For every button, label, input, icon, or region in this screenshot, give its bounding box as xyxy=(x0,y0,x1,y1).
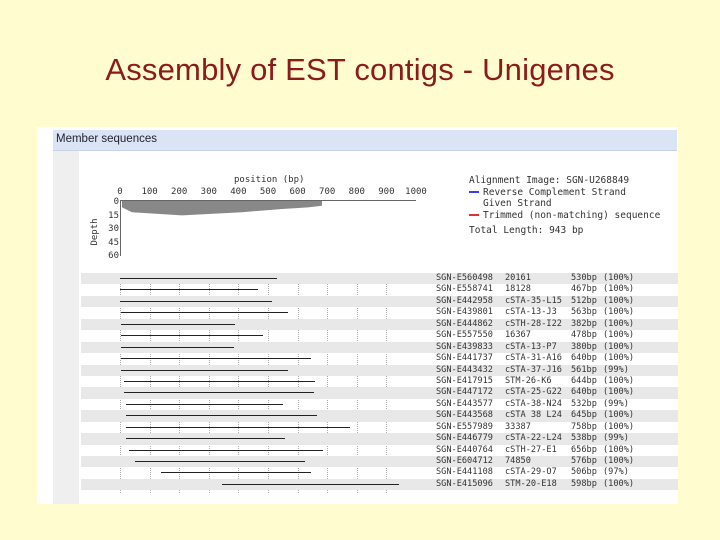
member-id[interactable]: SGN-E443577 xyxy=(436,398,493,409)
depth-tick-label: 30 xyxy=(108,224,119,234)
member-clone: cSTH-27-E1 xyxy=(505,444,557,455)
member-row[interactable] xyxy=(81,467,678,478)
alignment-bar xyxy=(124,392,313,393)
member-row[interactable] xyxy=(81,399,678,410)
member-clone: cSTA-31-A16 xyxy=(505,353,562,364)
member-row[interactable] xyxy=(81,456,678,467)
member-row[interactable] xyxy=(81,422,678,433)
alignment-bar xyxy=(129,450,323,451)
member-percent: (100%) xyxy=(603,478,635,489)
member-percent: (100%) xyxy=(603,295,635,306)
member-length: 382bp xyxy=(571,318,597,329)
member-percent: (99%) xyxy=(603,433,629,444)
alignment-bar xyxy=(121,324,234,325)
member-clone: 74850 xyxy=(505,456,531,466)
member-clone: cSTA 38 L24 xyxy=(505,410,562,421)
member-row[interactable] xyxy=(81,273,678,284)
member-percent: (100%) xyxy=(603,330,635,341)
member-clone: cSTA-13-J3 xyxy=(505,307,557,318)
x-tick-label: 100 xyxy=(141,187,158,197)
total-length: Total Length: 943 bp xyxy=(469,225,584,236)
alignment-legend xyxy=(469,175,660,237)
alignment-bar xyxy=(124,381,315,382)
member-clone: cSTA-29-O7 xyxy=(505,467,557,478)
member-percent: (97%) xyxy=(603,467,629,478)
member-clone: 16367 xyxy=(505,330,531,341)
depth-tick-label: 45 xyxy=(108,237,119,248)
member-id[interactable]: SGN-E443568 xyxy=(436,410,493,421)
member-clone: 20161 xyxy=(505,273,531,283)
member-row[interactable] xyxy=(81,387,678,398)
member-id[interactable]: SGN-E439801 xyxy=(436,307,493,318)
member-row[interactable] xyxy=(81,330,678,341)
legend-item-reverse xyxy=(469,187,660,199)
member-percent: (99%) xyxy=(603,398,629,409)
legend-item-given xyxy=(469,198,660,210)
member-length: 598bp xyxy=(571,478,597,489)
member-length: 478bp xyxy=(571,330,597,341)
member-percent: (100%) xyxy=(603,353,635,364)
legend-swatch-reverse xyxy=(469,191,479,193)
member-length: 644bp xyxy=(571,375,597,386)
x-tick-label: 300 xyxy=(200,187,217,197)
member-id[interactable]: SGN-E440764 xyxy=(436,444,493,455)
alignment-bar xyxy=(222,484,399,485)
x-axis-line xyxy=(120,200,416,201)
member-id[interactable]: SGN-E443432 xyxy=(436,364,493,375)
member-length: 380bp xyxy=(571,341,597,352)
alignment-bar xyxy=(126,404,283,405)
x-tick-label: 800 xyxy=(348,187,365,197)
x-tick-label: 1000 xyxy=(405,187,427,197)
member-id[interactable]: SGN-E441108 xyxy=(436,467,493,478)
x-tick-label: 600 xyxy=(289,187,306,197)
slide-title: Assembly of EST contigs - Unigenes xyxy=(105,52,615,87)
member-clone: cSTA-35-L15 xyxy=(505,295,562,306)
member-length: 640bp xyxy=(571,387,597,398)
member-percent: (100%) xyxy=(603,456,635,466)
member-length: 645bp xyxy=(571,410,597,421)
member-id[interactable]: SGN-E444862 xyxy=(436,318,493,329)
legend-swatch-trimmed xyxy=(469,214,479,216)
member-id[interactable]: SGN-E417915 xyxy=(436,375,493,386)
x-tick-label: 500 xyxy=(259,187,277,197)
member-percent: (100%) xyxy=(603,284,635,295)
member-clone: STM-26-K6 xyxy=(505,375,552,386)
member-length: 561bp xyxy=(571,364,597,375)
member-percent: (100%) xyxy=(603,444,635,455)
position-axis-label: position (bp) xyxy=(234,175,305,185)
member-length: 532bp xyxy=(571,398,597,409)
member-row[interactable] xyxy=(81,353,678,364)
alignment-image-label: Alignment Image: SGN-U268849 xyxy=(469,175,630,186)
member-length: 538bp xyxy=(571,433,597,444)
x-tick-label: 900 xyxy=(378,187,395,197)
x-tick-label: 0 xyxy=(117,187,123,197)
member-id[interactable]: SGN-E560498 xyxy=(436,273,493,283)
member-id[interactable]: SGN-E447172 xyxy=(436,387,493,398)
panel-header-label: Member sequences xyxy=(56,133,157,145)
x-tick-label: 700 xyxy=(319,187,336,197)
member-length: 656bp xyxy=(571,444,597,455)
depth-axis-label: Depth xyxy=(90,218,100,246)
depth-tick-label: 0 xyxy=(113,197,119,207)
member-rows xyxy=(81,273,678,490)
member-row[interactable] xyxy=(81,296,678,307)
x-tick-label: 400 xyxy=(230,187,247,197)
member-id[interactable]: SGN-E441737 xyxy=(436,353,493,364)
alignment-bar xyxy=(135,461,305,462)
member-clone: cSTH-28-I22 xyxy=(505,318,562,329)
member-length: 467bp xyxy=(571,284,597,295)
member-percent: (100%) xyxy=(603,273,635,283)
member-row[interactable] xyxy=(81,365,678,376)
member-percent: (100%) xyxy=(603,307,635,318)
member-row[interactable] xyxy=(81,307,678,318)
panel-left-margin xyxy=(53,151,79,504)
panel-header xyxy=(53,130,677,151)
alignment-bar xyxy=(120,301,272,302)
legend-label-reverse: Reverse Complement Strand xyxy=(483,186,626,198)
member-row[interactable] xyxy=(81,319,678,330)
member-percent: (100%) xyxy=(603,421,635,432)
depth-tick-label: 15 xyxy=(108,210,119,221)
legend-swatch-given xyxy=(469,203,479,205)
member-percent: (99%) xyxy=(603,364,629,375)
member-id[interactable]: SGN-E558741 xyxy=(436,284,493,295)
member-clone: 33387 xyxy=(505,421,531,432)
alignment-bar xyxy=(161,472,311,473)
alignment-bar xyxy=(120,278,277,279)
member-row[interactable] xyxy=(81,410,678,421)
member-row[interactable] xyxy=(81,479,678,490)
depth-tick-label: 60 xyxy=(108,251,119,261)
member-row[interactable] xyxy=(81,433,678,444)
member-percent: (100%) xyxy=(603,410,635,421)
member-id[interactable]: SGN-E557989 xyxy=(436,421,493,432)
x-tick-label: 200 xyxy=(171,187,188,197)
member-sequences-panel xyxy=(37,127,678,504)
alignment-bar xyxy=(126,415,317,416)
alignment-bar xyxy=(121,312,288,313)
member-percent: (100%) xyxy=(603,375,635,386)
legend-label-given: Given Strand xyxy=(483,198,552,209)
member-percent: (100%) xyxy=(603,341,635,352)
member-id[interactable]: SGN-E442958 xyxy=(436,295,493,306)
alignment-bar xyxy=(121,358,310,359)
member-id[interactable]: SGN-E446779 xyxy=(436,433,493,444)
member-length: 506bp xyxy=(571,467,597,478)
member-clone: cSTA-13-P7 xyxy=(505,341,557,352)
member-length: 530bp xyxy=(571,273,597,283)
alignment-bar xyxy=(121,347,233,348)
member-length: 576bp xyxy=(571,456,597,466)
member-length: 640bp xyxy=(571,353,597,364)
member-id[interactable]: SGN-E604712 xyxy=(436,456,493,466)
member-row[interactable] xyxy=(81,284,678,295)
alignment-bar xyxy=(126,438,285,439)
member-id[interactable]: SGN-E415096 xyxy=(436,478,493,489)
member-clone: 18128 xyxy=(505,284,531,295)
member-clone: cSTA-22-L24 xyxy=(505,433,562,444)
member-row[interactable] xyxy=(81,342,678,353)
member-id[interactable]: SGN-E439833 xyxy=(436,341,493,352)
member-row[interactable] xyxy=(81,445,678,456)
legend-label-trimmed: Trimmed (non-matching) sequence xyxy=(483,209,661,221)
member-clone: cSTA-38-N24 xyxy=(505,398,562,409)
member-length: 758bp xyxy=(571,421,597,432)
member-percent: (100%) xyxy=(603,318,635,329)
member-row[interactable] xyxy=(81,376,678,387)
depth-histogram xyxy=(122,201,322,217)
alignment-bar xyxy=(121,335,262,336)
member-length: 563bp xyxy=(571,307,597,318)
legend-item-trimmed xyxy=(469,210,660,222)
depth-axis-line xyxy=(120,200,121,256)
member-clone: cSTA-25-G22 xyxy=(505,387,562,398)
member-clone: cSTA-37-J16 xyxy=(505,364,562,375)
member-length: 512bp xyxy=(571,295,597,306)
alignment-bar xyxy=(121,370,287,371)
member-id[interactable]: SGN-E557550 xyxy=(436,330,493,341)
member-percent: (100%) xyxy=(603,387,635,398)
alignment-bar xyxy=(120,289,258,290)
alignment-bar xyxy=(126,427,350,428)
member-clone: STM-20-E18 xyxy=(505,478,557,489)
